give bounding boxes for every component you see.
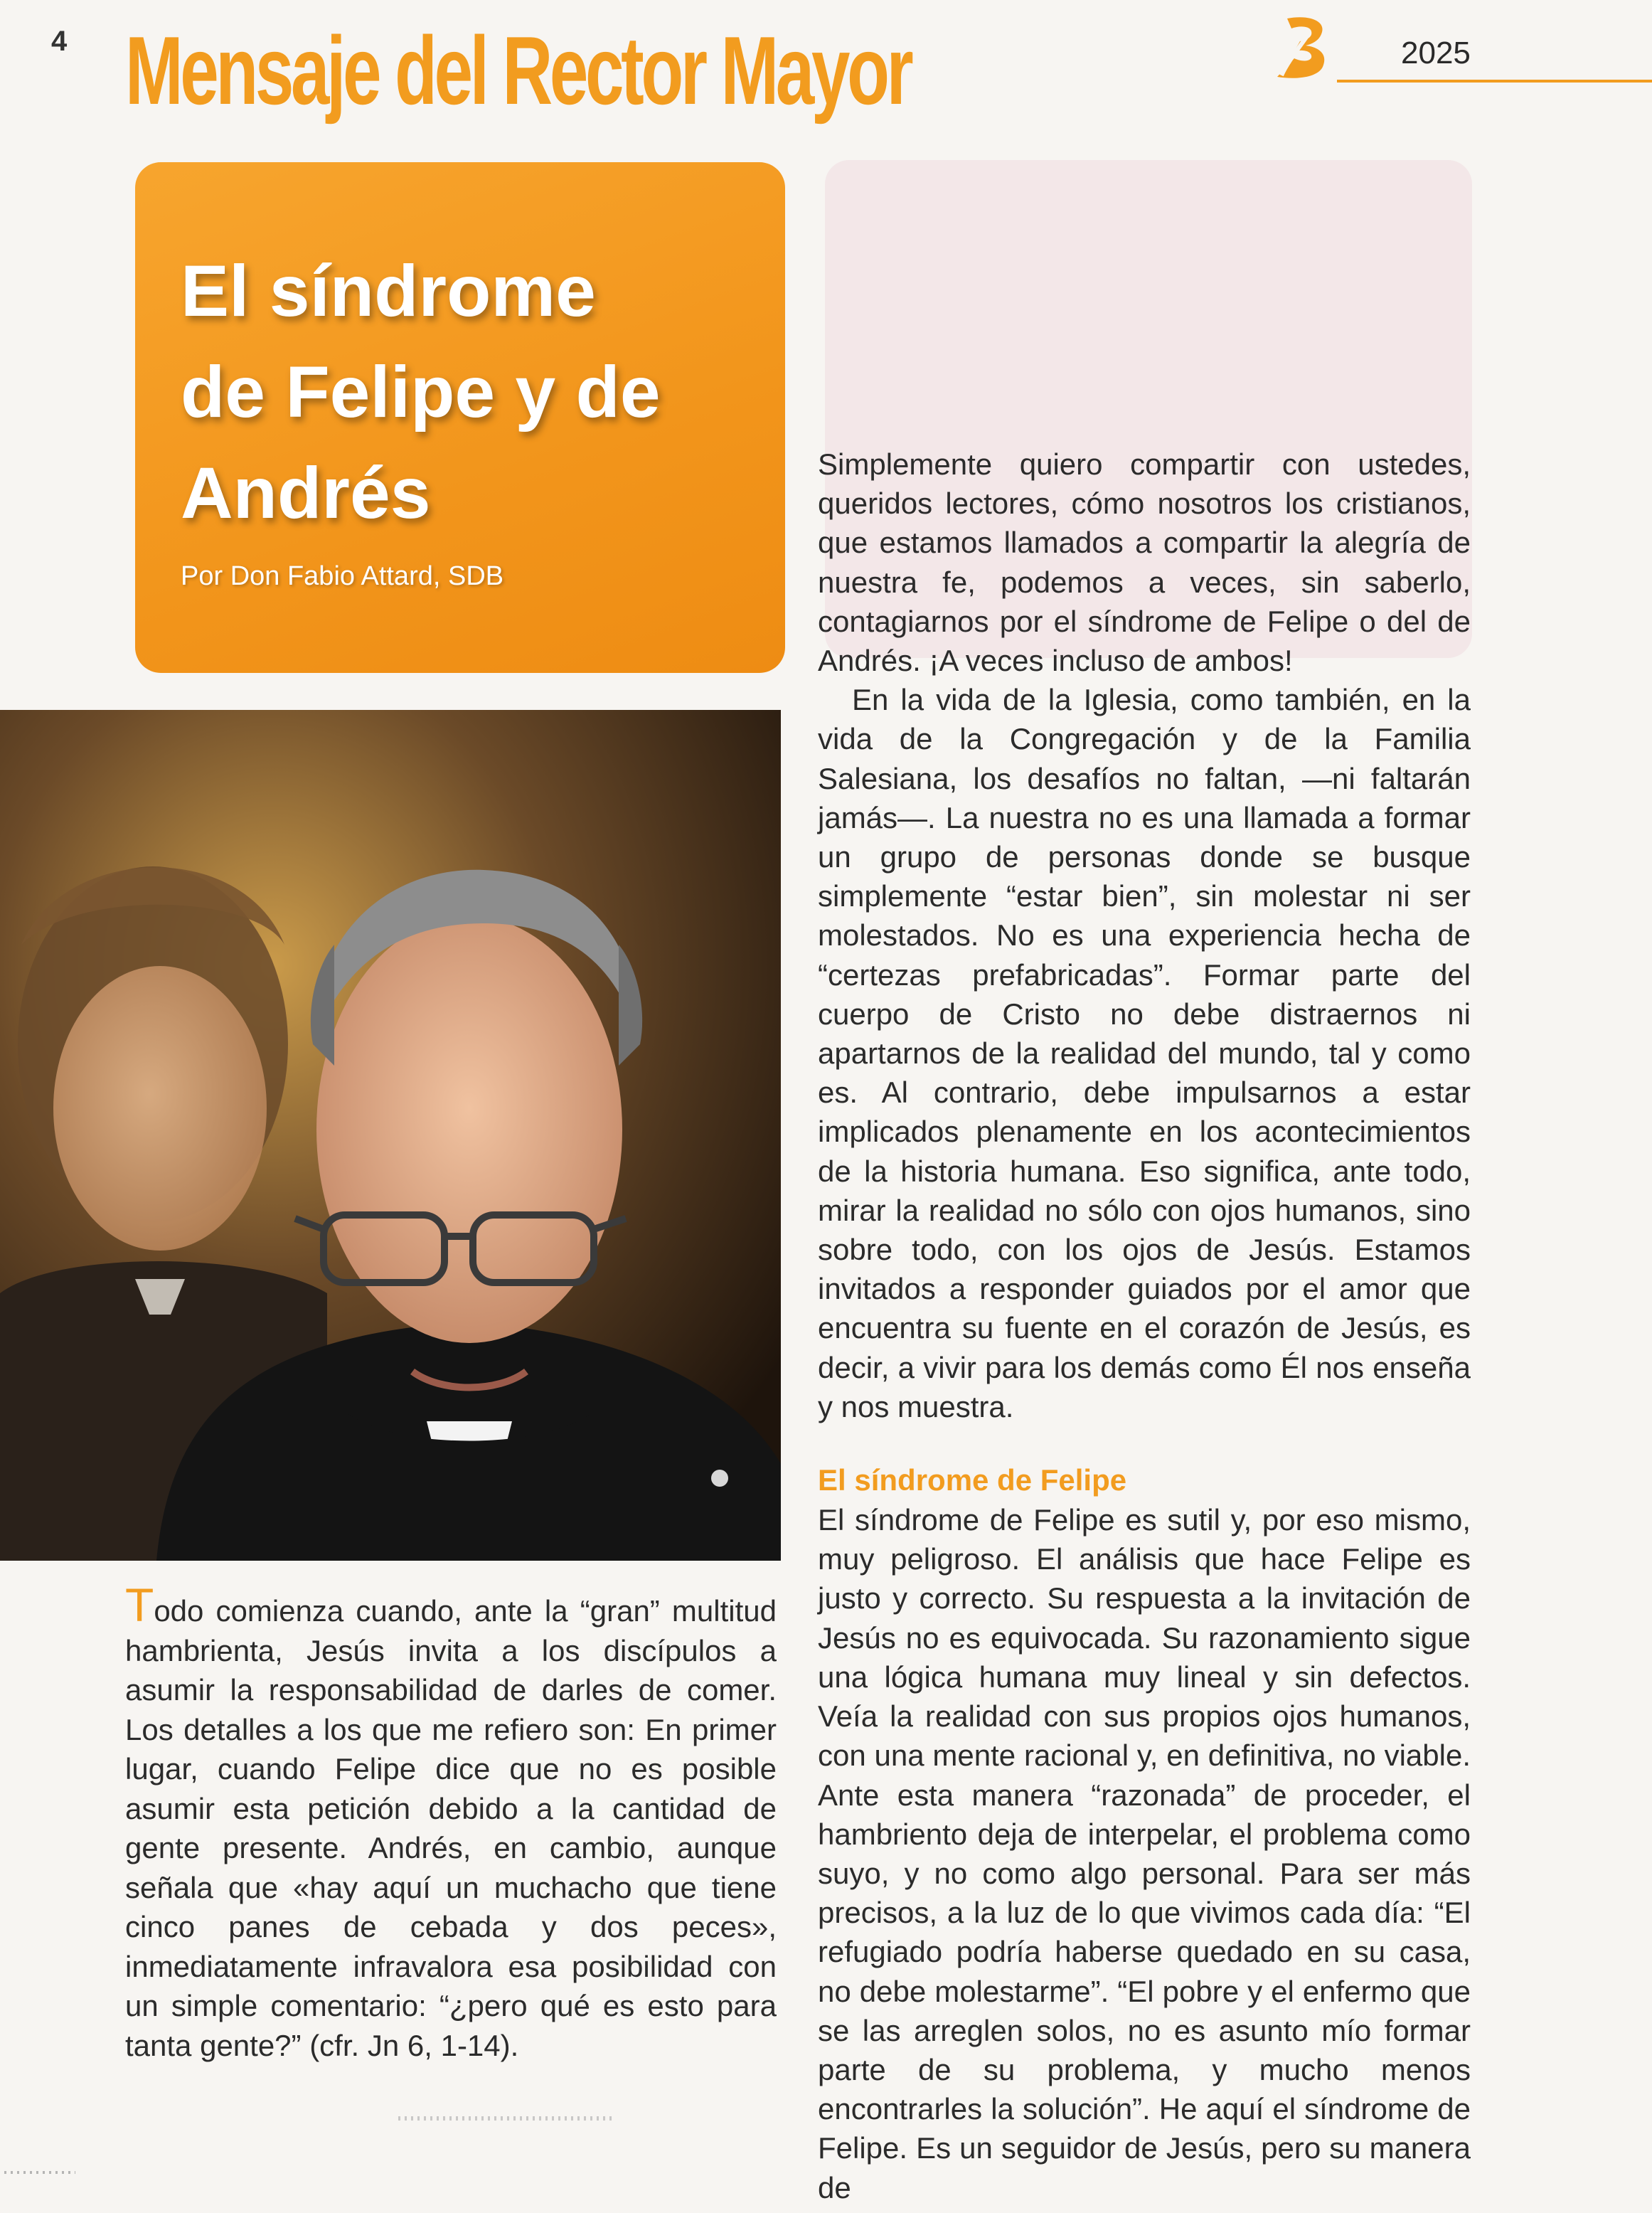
article-title-box bbox=[135, 162, 785, 673]
intro-paragraph bbox=[125, 1578, 777, 2065]
header-rule bbox=[1337, 80, 1652, 83]
article-title: El síndrome de Felipe y de Andrés bbox=[181, 250, 661, 534]
subheading-felipe: El síndrome de Felipe bbox=[818, 1463, 1127, 1497]
article-byline: Por Don Fabio Attard, SDB bbox=[181, 561, 504, 591]
drop-cap: T bbox=[125, 1578, 154, 1631]
portrait-photo bbox=[0, 710, 781, 1561]
footer-dotted-rule bbox=[398, 2116, 612, 2121]
intro-paragraph-text: odo comienza cuando, ante la “gran” multitud hambrienta, Jesús invita a los discípulos a asumir la responsabilidad de darles de comer. Los detalles a los que me refiero son: En primer lugar, cuando Felipe dice que no es posible asumir esta petición debido a la cantidad de gente presente. Andrés, en cambio, aunque señala que «hay aquí un muchacho que tiene cinco panes de cebada y dos peces», inmediatamente infravalora esa posibilidad con un simple comentario: “¿pero qué es esto para tanta gente?” (cfr. Jn 6, 1-14). bbox=[125, 1594, 777, 2062]
issue-year: 2025 bbox=[1401, 36, 1471, 70]
body-paragraph-3: El síndrome de Felipe es sutil y, por eso mismo, muy peligroso. El análisis que hace Felipe es justo y correcto. Su respuesta a la invitación de Jesús no es equivocada. Su razonamiento sigue una lógica humana muy lineal y sin defectos. Veía la realidad con sus propios ojos humanos, con una mente racional y, en definitiva, no viable. Ante esta manera “razonada” de proceder, el hambriento deja de interpelar, el problema como suyo, y no como algo personal. Para ser más precisos, a la luz de lo que vivimos cada día: “El refugiado podría haberse quedado en su casa, no debe molestarme”. “El pobre y el enfermo que se las arreglen solos, no es asunto mío formar parte de su problema, y mucho menos encontrarles la solución”. He aquí el síndrome de Felipe. Es un seguidor de Jesús, pero su manera de bbox=[818, 1503, 1471, 2204]
body-paragraph-2: En la vida de la Iglesia, como también, en la vida de la Congregación y de la Familia Salesiana, los desafíos no faltan, —ni faltarán jamás—. La nuestra no es una llamada a formar un grupo de personas donde se busque simplemente “estar bien”, sin molestar ni ser molestados. No es una experiencia hecha de “certezas prefabricadas”. Formar parte del cuerpo de Cristo no debe distraernos ni apartarnos de la realidad del mundo, tal y como es. Al contrario, debe impulsarnos a estar implicados plenamente en los acontecimientos de la historia humana. Eso significa, ante todo, mirar la realidad no sólo con ojos humanos, sino sobre todo, con los ojos de Jesús. Estamos invitados a responder guiados por el amor que encuentra su fuente en el corazón de Jesús, es decir, a vivir para los demás como Él nos enseña y nos muestra. bbox=[818, 683, 1471, 1423]
bs-brand-logo-icon bbox=[1266, 9, 1344, 87]
right-column bbox=[818, 445, 1471, 2207]
page-number: 4 bbox=[51, 26, 68, 57]
section-title: Mensaje del Rector Mayor bbox=[125, 16, 911, 124]
corner-dotted-rule bbox=[4, 2171, 75, 2174]
body-paragraph-1: Simplemente quiero compartir con ustedes, queridos lectores, cómo nosotros los cristianos, que estamos llamados a compartir la alegría de nuestra fe, podemos a veces, sin saberlo, contagiarnos por el síndrome de Felipe o del de Andrés. ¡A veces incluso de ambos! bbox=[818, 447, 1471, 678]
